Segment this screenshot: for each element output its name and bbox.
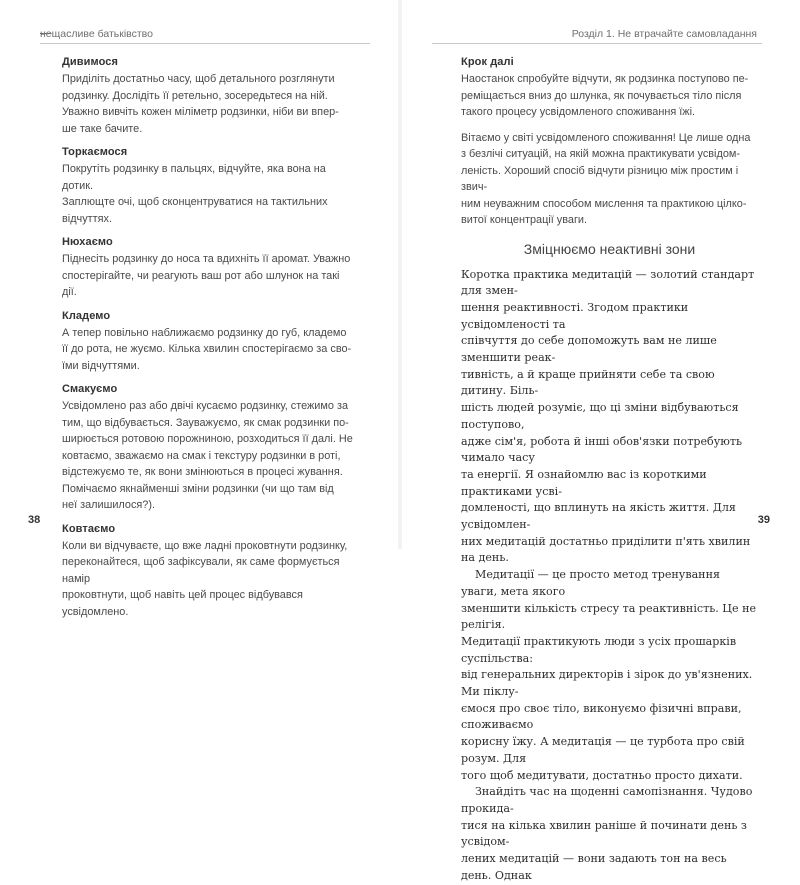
body-paragraph-1: Коротка практика медитацій — золотий стандарт для змен- шення реактивності. Згодом практики усвідомленості та співчуття до себе допоможуть вам не лише зменшити реак- тивність, а й краще прийняти себе та свою дитину. Біль- шість людей розуміє, що ці зміни відбуваються поступово, адже сім'я, робота й інші обов'язки потребують чимало часу та енергії. Я ознайомлю вас із короткими практиками усві- домленості, що вплинуть на якість життя. Для усвідомлен- них медитацій достатньо приділити п'ять хвилин на день.: [461, 267, 755, 565]
welcome-paragraph: Вітаємо у світі усвідомленого споживання! Це лише одна з безлічі ситуацій, на якій можна практикувати усвідом- леність. Хороший спосіб відчути різницю між простим і звич- ним неуважним способом мислення та практикою цілко- витої концентрації уваги.: [461, 131, 751, 226]
section-title-swallow: Ковтаємо: [62, 522, 116, 535]
body-paragraph-2: Медитації — це просто метод тренування уваги, мета якого зменшити кількість стресу та реактивність. Це не релігія. Медитації практикують люди з усіх прошарків суспільства: від генеральних директорів і зірок до ув'язнених. Ми піклу- ємося про своє тіло, виконуємо фізичні вправи, споживаємо корисну їжу. А медитація — це турбота про свій розум. Для того щоб медитувати, достатньо просто дихати.: [461, 568, 757, 782]
right-header-rule: [432, 43, 762, 44]
running-head-rest: щасливе батьківство: [51, 28, 153, 40]
section-swallow: [62, 523, 357, 621]
section-title-look: Дивимося: [62, 56, 119, 68]
section-title-touch: Торкаємося: [62, 146, 128, 158]
right-column: [461, 56, 758, 885]
section-heading: Зміцнюємо неактивні зони: [523, 240, 696, 257]
section-next-step: [461, 56, 758, 121]
section-look: [62, 56, 357, 137]
section-text-swallow: Коли ви відчуваєте, що вже ладні проковтнути родзинку, переконайтеся, щоб зафіксували, як саме формується намір проковтнути, щоб навіть цей процес відбувався усвідомлено.: [62, 539, 348, 618]
right-page-number: 39: [757, 514, 770, 526]
section-taste: [62, 383, 357, 514]
section-title-place: Кладемо: [62, 309, 111, 322]
left-page: [0, 0, 398, 618]
left-column: [62, 56, 357, 629]
body-paragraph-3: Знайдіть час на щоденні самопізнання. Чудово прокида- тися на кілька хвилин раніше й починати день з усвідом- лених медитацій — вони задають тон на весь день. Однак: [461, 785, 753, 882]
left-page-number: 38: [28, 514, 41, 526]
running-head-strike: не: [40, 28, 52, 40]
section-text-smell: Піднесіть родзинку до носа та вдихніть її аромат. Уважно спостерігайте, чи реагують ваш рот або шлунок на такі дії.: [62, 253, 351, 298]
section-smell: [62, 236, 357, 301]
section-title-smell: Нюхаємо: [62, 236, 113, 248]
section-title-next-step: Крок далі: [461, 56, 514, 68]
section-title-taste: Смакуємо: [62, 383, 118, 395]
section-text-next-step: Наостанок спробуйте відчути, як родзинка поступово пе- реміщається вниз до шлунка, як почувається тіло після такого процесу усвідомленого споживання їжі.: [461, 73, 749, 118]
right-running-head: Розділ 1. Не втрачайте самовладання: [571, 28, 757, 40]
left-running-head: [40, 28, 153, 40]
right-page: [402, 0, 800, 882]
section-text-taste: Усвідомлено раз або двічі кусаємо родзинку, стежимо за тим, що відбувається. Зауважуємо, як смак родзинки по- ширюється ротовою порожниною, розходиться її далі. Не ковтаємо, зважаємо на смак і текстуру родзинки в роті, відстежуємо те, як вони змінюються в процесі жування. Помічаємо якнайменші зміни родзинки (чи що там від неї залишилося?).: [62, 400, 353, 511]
left-header-rule: [40, 43, 370, 44]
section-text-look: Приділіть достатньо часу, щоб детального розглянути родзинку. Дослідіть її ретельно, зосередьтеся на ній. Уважно вивчіть кожен міліметр родзинки, ніби ви впер- ше таке бачите.: [62, 73, 339, 135]
section-touch: [62, 146, 357, 227]
section-text-place: А тепер повільно наближаємо родзинку до губ, кладемо її до рота, не жуємо. Кілька хвилин спостерігаємо за сво- їми відчуттями.: [62, 326, 352, 372]
section-text-touch: Покрутіть родзинку в пальцях, відчуйте, яка вона на дотик. Заплющте очі, щоб сконцентруватися на тактильних відчуттях.: [62, 163, 328, 225]
section-place: [62, 310, 357, 375]
